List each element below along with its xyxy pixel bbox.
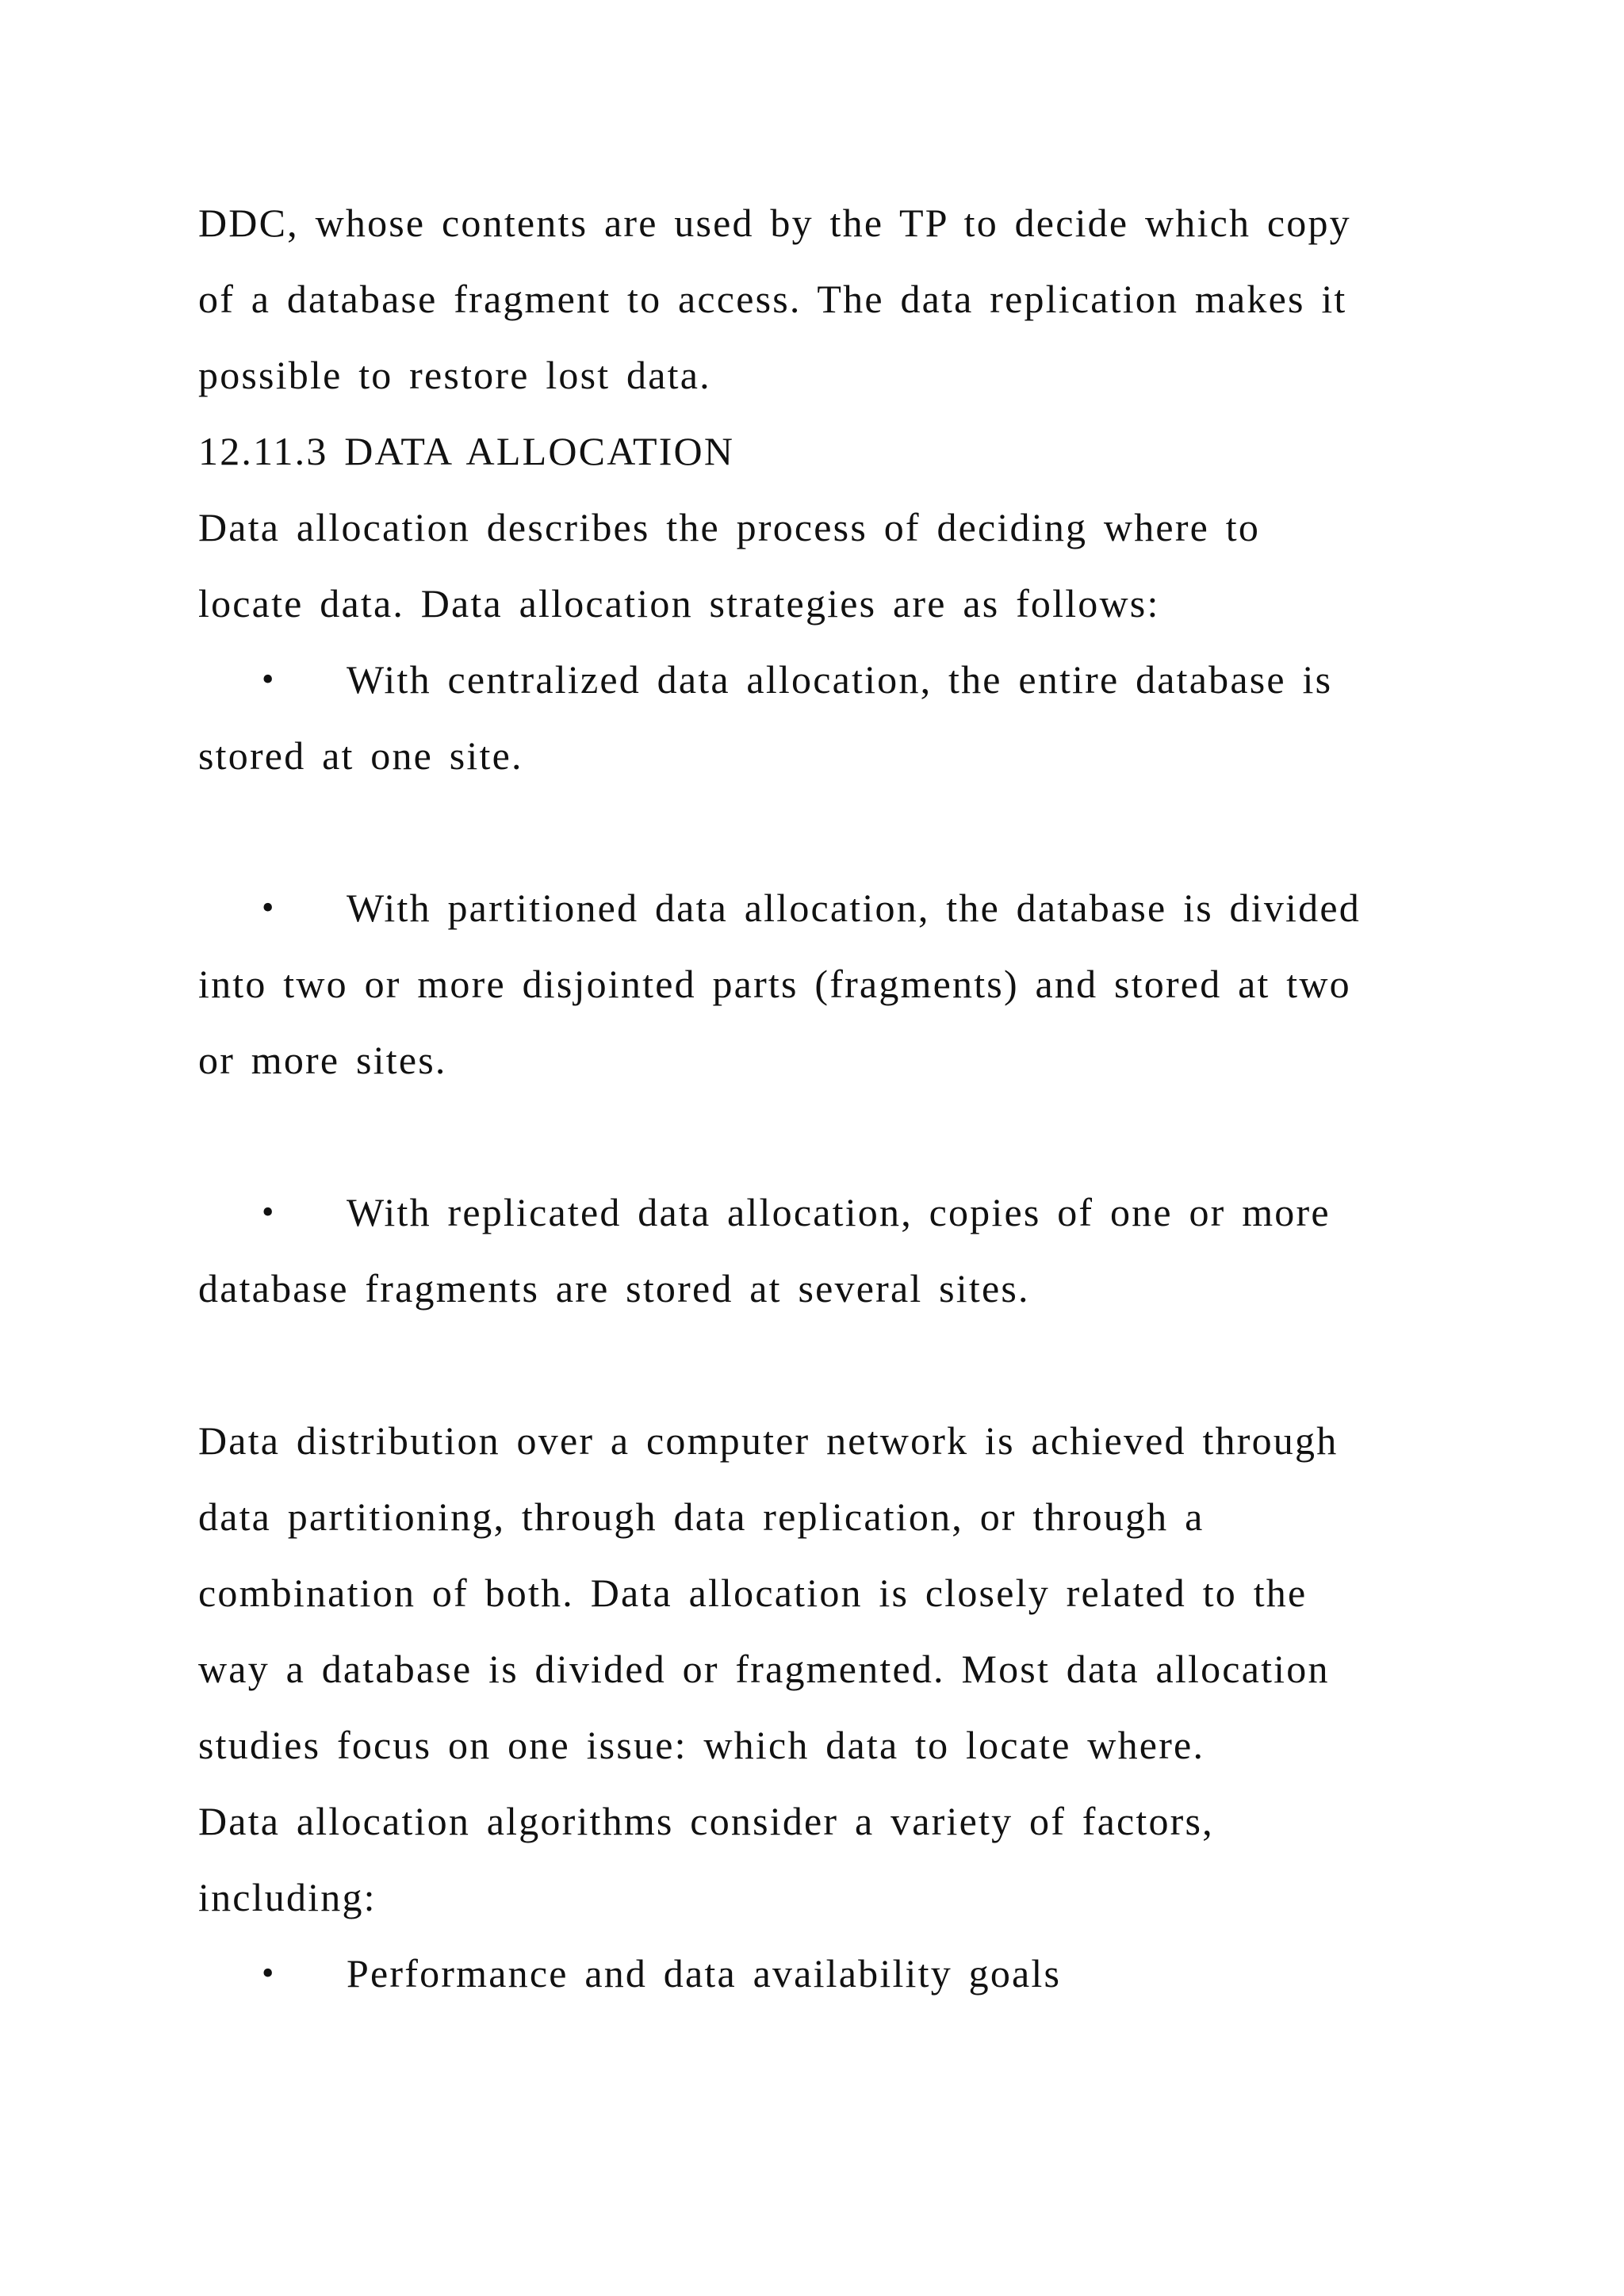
paragraph-line: studies focus on one issue: which data to locate where.: [198, 1723, 1205, 1767]
strategy-item-continuation: stored at one site.: [198, 733, 523, 778]
paragraph-line: of a database fragment to access. The data replication makes it: [198, 277, 1347, 321]
paragraph-line: Data distribution over a computer network is achieved through: [198, 1418, 1339, 1463]
paragraph-line: including:: [198, 1875, 377, 1919]
strategy-item-replicated: With replicated data allocation, copies of one or more: [347, 1190, 1331, 1234]
paragraph-line: combination of both. Data allocation is closely related to the: [198, 1571, 1308, 1615]
strategy-item-continuation: database fragments are stored at several sites.: [198, 1266, 1030, 1311]
bullet-marker: •: [262, 1954, 276, 1992]
paragraph-line: way a database is divided or fragmented. Most data allocation: [198, 1647, 1330, 1691]
paragraph-line: Data allocation algorithms consider a variety of factors,: [198, 1799, 1214, 1843]
paragraph-line: locate data. Data allocation strategies are as follows:: [198, 581, 1160, 626]
strategy-item-continuation: into two or more disjointed parts (fragments) and stored at two: [198, 962, 1351, 1006]
paragraph-line: data partitioning, through data replication, or through a: [198, 1494, 1205, 1539]
bullet-marker: •: [262, 1192, 276, 1231]
paragraph-line: possible to restore lost data.: [198, 353, 711, 397]
bullet-marker: •: [262, 660, 276, 698]
paragraph-line: Data allocation describes the process of deciding where to: [198, 505, 1261, 549]
strategy-item-centralized: With centralized data allocation, the entire database is: [347, 657, 1333, 702]
bullet-marker: •: [262, 888, 276, 927]
paragraph-line: DDC, whose contents are used by the TP to decide which copy: [198, 201, 1351, 245]
factor-item: Performance and data availability goals: [347, 1951, 1062, 1996]
section-heading: 12.11.3 DATA ALLOCATION: [198, 429, 735, 473]
strategy-item-partitioned: With partitioned data allocation, the database is divided: [347, 886, 1361, 930]
strategy-item-continuation: or more sites.: [198, 1038, 447, 1082]
